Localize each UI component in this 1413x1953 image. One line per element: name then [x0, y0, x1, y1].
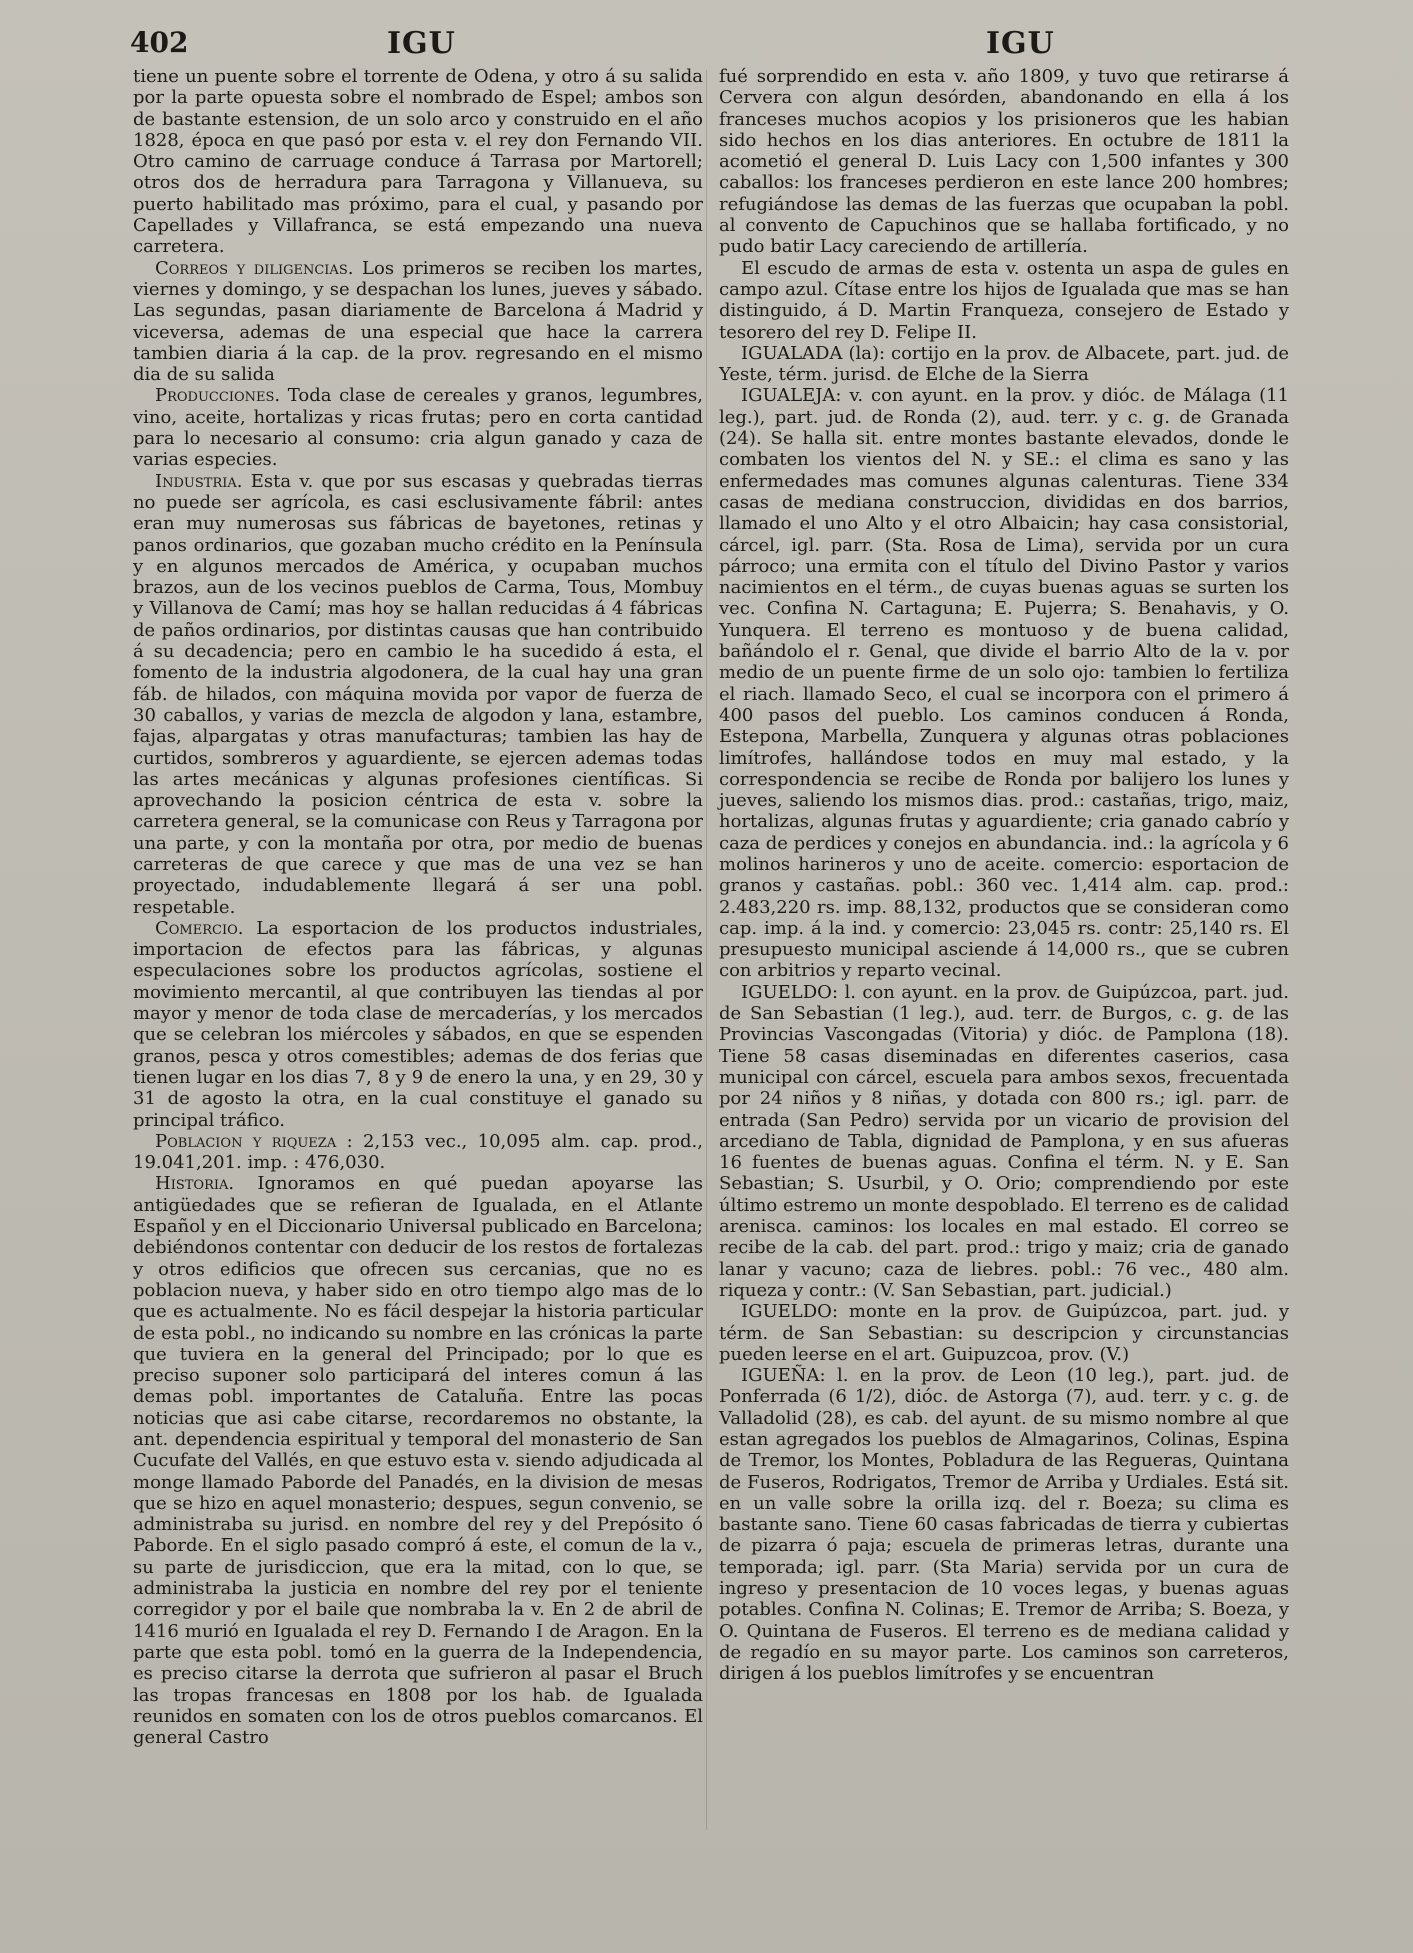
paragraph: [719, 258, 1289, 343]
paragraph: [133, 66, 703, 258]
running-head-right: IGU: [986, 26, 1055, 61]
page-header: [0, 26, 1413, 66]
entry-headword: IGUALEJA:: [741, 385, 842, 407]
paragraph-text: El escudo de armas de esta v. ostenta un aspa de gules en campo azul. Cítase entre los hijos de Igualada que mas se han distinguido, á D. Martin Franqueza, consejero de Estado y tesorero del rey D. Felipe II.: [719, 257, 1289, 343]
entry-text: l. con ayunt. en la prov. de Guipúzcoa, part. jud. de San Sebastian (1 leg.), aud. terr. de Burgos, c. g. de las Provincias Vascongadas (Vitoria) y dióc. de Pamplona (18). Tiene 58 casas diseminadas en diferentes caserios, casa municipal con cárcel, escuela para ambos sexos, frecuentada por 24 niños y 8 niñas, y dotada con 800 rs.; igl. parr. de entrada (San Pedro) servida por un vicario de provision del arcediano de Tabla, dignidad de Pamplona, y en sus afueras 16 fuentes de buenas aguas. Confina el térm. N. y E. San Sebastian; S. Usurbil, y O. Orio; comprendiendo por este último estremo un monte despoblado. El terreno es de calidad arenisca. caminos: los locales en mal estado. El correo se recibe de la cab. del part. prod.: trigo y maiz; cria de ganado lanar y vacuno; caza de liebres. pobl.: 76 vec., 480 alm. riqueza y contr.: (V. San Sebastian, part. judicial.): [719, 981, 1289, 1301]
paragraph-text: fué sorprendido en esta v. año 1809, y tuvo que retirarse á Cervera con algun desórden, abandonando en ella á los franceses muchos acopios y los prisioneros que les habian sido hechos en los dias anteriores. En octubre de 1811 la acometió el general D. Luis Lacy con 1,500 infantes y 300 caballos: los franceses perdieron en este lance 200 hombres; refugiándose las demas de las fuerzas que ocupaban la pobl. al convento de Capuchinos que se hallaba fortificado, y no pudo batir Lacy careciendo de artillería.: [719, 66, 1289, 258]
paragraph-text: 2,153 vec., 10,095 alm. cap. prod., 19.041,201. imp. : 476,030.: [133, 1130, 703, 1174]
paragraph-text: Ignoramos en qué puedan apoyarse las antigüedades que se refieran de Igualada, en el Atlante Español y en el Diccionario Universal publicado en Barcelona; debiéndonos contentar con deducir de los restos de fortalezas y otros edificios que ofrecen sus cercanias, que no es poblacion nueva, y haber sido en otro tiempo algo mas de lo que es actualmente. No es fácil despejar la historia particular de esta pobl., no indicando su nombre en las crónicas la parte que tuviera en la general del Principado; por lo que es preciso suponer solo participará del interes comun á las demas pobl. importantes de Cataluña. Entre las pocas noticias que asi cabe citarse, recordaremos no obstante, la ant. dependencia espiritual y temporal del monasterio de San Cucufate del Vallés, en que estuvo esta v. siendo adjudicada al monge llamado Paborde del Panadés, en la division de mesas que se hizo en aquel monasterio; despues, segun convenio, se administraba su jurisd. en nombre del rey y del Prepósito ó Paborde. En el siglo pasado compró á este, el comun de la v., su parte de jurisdiccion, que era la mitad, con lo que, se administraba la justicia en nombre del rey por el teniente corregidor y por el baile que nombraba la v. En 2 de abril de 1416 murió en Igualada el rey D. Fernando I de Aragon. En la parte que esta pobl. tomó en la guerra de la Independencia, es preciso citarse la derrota que sufrieron al pasar el Bruch las tropas francesas en 1808 por los hab. de Igualada reunidos en somaten con los de otros pueblos comarcanos. El general Castro: [133, 1173, 703, 1749]
entry: [719, 1301, 1289, 1365]
section-heading: Poblacion y riqueza :: [155, 1130, 353, 1152]
paragraph-text: Esta v. que por sus escasas y quebradas tierras no puede ser agrícola, es casi esclusivamente fábril: antes eran muy numerosas sus fábricas de bayetones, retinas y panos ordinarios, que gozaban mucho crédito en la Península y en algunos mercados de América, y ocupaban muchos brazos, aun de los vecinos pueblos de Carma, Tous, Mombuy y Villanova de Camí; mas hoy se hallan reducidas á 4 fábricas de paños ordinarios, por distintas causas que han contribuido á su decadencia; pero en cambio le ha sucedido á esta, el fomento de la industria algodonera, de la cual hay una gran fáb. de hilados, con máquina movida por vapor de fuerza de 30 caballos, y varias de mezcla de algodon y lana, estambre, fajas, alpargatas y otras manufacturas; tambien las hay de curtidos, sombreros y aguardiente, se ejercen ademas todas las artes mecánicas y algunas profesiones científicas. Si aprovechando la posicion céntrica de esta v. sobre la carretera general, se la comunicase con Reus y Tarragona por una parte, y con la montaña por otra, por medio de buenas carreteras de que carece y que mas de una vez se han proyectado, indudablemente llegará á ser una pobl. respetable.: [133, 470, 703, 918]
paragraph: [133, 1131, 703, 1174]
paragraph: [133, 385, 703, 470]
entry-headword: IGUALADA (la):: [741, 342, 886, 364]
paragraph-text: Toda clase de cereales y granos, legumbres, vino, aceite, hortalizas y ricas frutas; pero en corta cantidad para lo necesario al consumo: cria algun ganado y caza de varias especies.: [133, 385, 703, 471]
entry-text: monte en la prov. de Guipúzcoa, part. jud. y térm. de San Sebastian: su descripcion y circunstancias pueden leerse en el art. Guipuzcoa, prov. (V.): [719, 1301, 1289, 1365]
entry-headword: IGUEÑA:: [741, 1365, 826, 1387]
entry-headword: IGUELDO:: [741, 1301, 839, 1323]
column-divider: [706, 70, 707, 1830]
section-heading: Comercio.: [155, 917, 244, 939]
entry: [719, 1365, 1289, 1684]
paragraph: [133, 258, 703, 386]
paragraph-text: tiene un puente sobre el torrente de Odena, y otro á su salida por la parte opuesta sobre el nombrado de Espel; ambos son de bastante estension, de un solo arco y construido en el año 1828, época en que pasó por esta v. el rey don Fernando VII. Otro camino de carruage conduce á Tarrasa por Martorell; otros dos de herradura para Tarragona y Villanueva, su puerto habilitado mas próximo, para el cual, y pasando por Capellades y Villafranca, se está empezando una nueva carretera.: [133, 66, 703, 258]
section-heading: Producciones.: [155, 385, 281, 407]
entry: [719, 982, 1289, 1301]
section-heading: Historia.: [155, 1173, 235, 1195]
paragraph-text: La esportacion de los productos industriales, importacion de efectos para las fábricas, y algunas especulaciones sobre los productos agrícolas, sostiene el movimiento mercantil, al que contribuyen las tiendas al por mayor y menor de toda clase de mercaderías, y los mercados que se celebran los miércoles y sábados, en que se espenden granos, pesca y otros comestibles; ademas de dos ferias que tienen lugar en los dias 7, 8 y 9 de enero la una, y en 29, 30 y 31 de agosto la otra, en la cual constituye el ganado su principal tráfico.: [133, 917, 703, 1131]
paragraph-text: Los primeros se reciben los martes, viernes y domingo, y se despachan los lunes, jueves y sábado. Las segundas, pasan diariamente de Barcelona á Madrid y viceversa, ademas de una especial que hace la carrera tambien diaria á la cap. de la prov. regresando en el mismo dia de su salida: [133, 257, 703, 386]
section-heading: Industria.: [155, 470, 243, 492]
paragraph: [719, 66, 1289, 258]
entry-text: l. en la prov. de Leon (10 leg.), part. jud. de Ponferrada (6 1/2), dióc. de Astorga (7), aud. terr. y c. g. de Valladolid (28), es cab. del ayunt. de su mismo nombre al que estan agregados los pueblos de Almagarinos, Colinas, Espina de Tremor, los Montes, Pobladura de las Regueras, Quintana de Fuseros, Rodrigatos, Tremor de Arriba y Urdiales. Está sit. en un valle sobre la orilla izq. del r. Boeza; su clima es bastante sano. Tiene 60 casas fabricadas de tierra y cubiertas de pizarra ó paja; escuela de primeras letras, durante una temporada; igl. parr. (Sta Maria) servida por un cura de ingreso y presentacion de 10 voces legas, y buenas aguas potables. Confina N. Colinas; E. Tremor de Arriba; S. Boeza, y O. Quintana de Fuseros. El terreno es de mediana calidad y de regadío en su mayor parte. Los caminos son carreteros, dirigen á los pueblos limítrofes y se encuentran: [719, 1365, 1289, 1685]
right-column: [719, 66, 1289, 1685]
paragraph: [133, 1173, 703, 1748]
page-number: 402: [130, 26, 189, 59]
running-head-left: IGU: [387, 26, 456, 61]
entry-headword: IGUELDO:: [741, 981, 839, 1003]
entry-text: v. con ayunt. en la prov. y dióc. de Málaga (11 leg.), part. jud. de Ronda (2), aud. terr. y c. g. de Granada (24). Se halla sit. entre montes bastante elevados, donde le combaten los vientos del N. y SE.: el clima es sano y las enfermedades mas comunes algunas calenturas. Tiene 334 casas de mediana construccion, divididas en dos barrios, llamado el uno Alto y el otro Albaicin; hay casa consistorial, cárcel, igl. parr. (Sta. Rosa de Lima), servida por un cura párroco; una ermita con el título del Divino Pastor y varios nacimientos en el térm., de cuyas buenas aguas se surten los vec. Confina N. Cartaguna; E. Pujerra; S. Benahavis, y O. Yunquera. El terreno es montuoso y de buena calidad, bañándolo el r. Genal, que divide el barrio Alto de la v. por medio de un puente firme de un solo ojo: tambien lo fertiliza el riach. llamado Seco, el cual se incorpora con el primero á 400 pasos del pueblo. Los caminos conducen á Ronda, Estepona, Marbella, Zunquera y algunas otras poblaciones limítrofes, hallándose todos en muy mal estado, y la correspondencia se recibe de Ronda por balijero los lunes y jueves, saliendo los mismos dias. prod.: castañas, trigo, maiz, hortalizas, algunas frutas y aguardiente; cria ganado cabrío y caza de perdices y conejos en abundancia. ind.: la agrícola y 6 molinos harineros y uno de aceite. comercio: esportacion de granos y castañas. pobl.: 360 vec. 1,414 alm. cap. prod.: 2.483,220 rs. imp. 88,132, productos que se consideran como cap. imp. á la ind. y comercio: 23,045 rs. contr: 25,140 rs. El presupuesto municipal asciende á 14,000 rs., que se cubren con arbitrios y reparto vecinal.: [719, 385, 1289, 982]
entry-text: cortijo en la prov. de Albacete, part. jud. de Yeste, térm. jurisd. de Elche de la Sierra: [719, 342, 1289, 386]
section-heading: Correos y diligencias.: [155, 257, 354, 279]
paragraph: [133, 918, 703, 1131]
paragraph: [133, 471, 703, 918]
entry: [719, 385, 1289, 981]
left-column: [133, 66, 703, 1748]
entry: [719, 343, 1289, 386]
